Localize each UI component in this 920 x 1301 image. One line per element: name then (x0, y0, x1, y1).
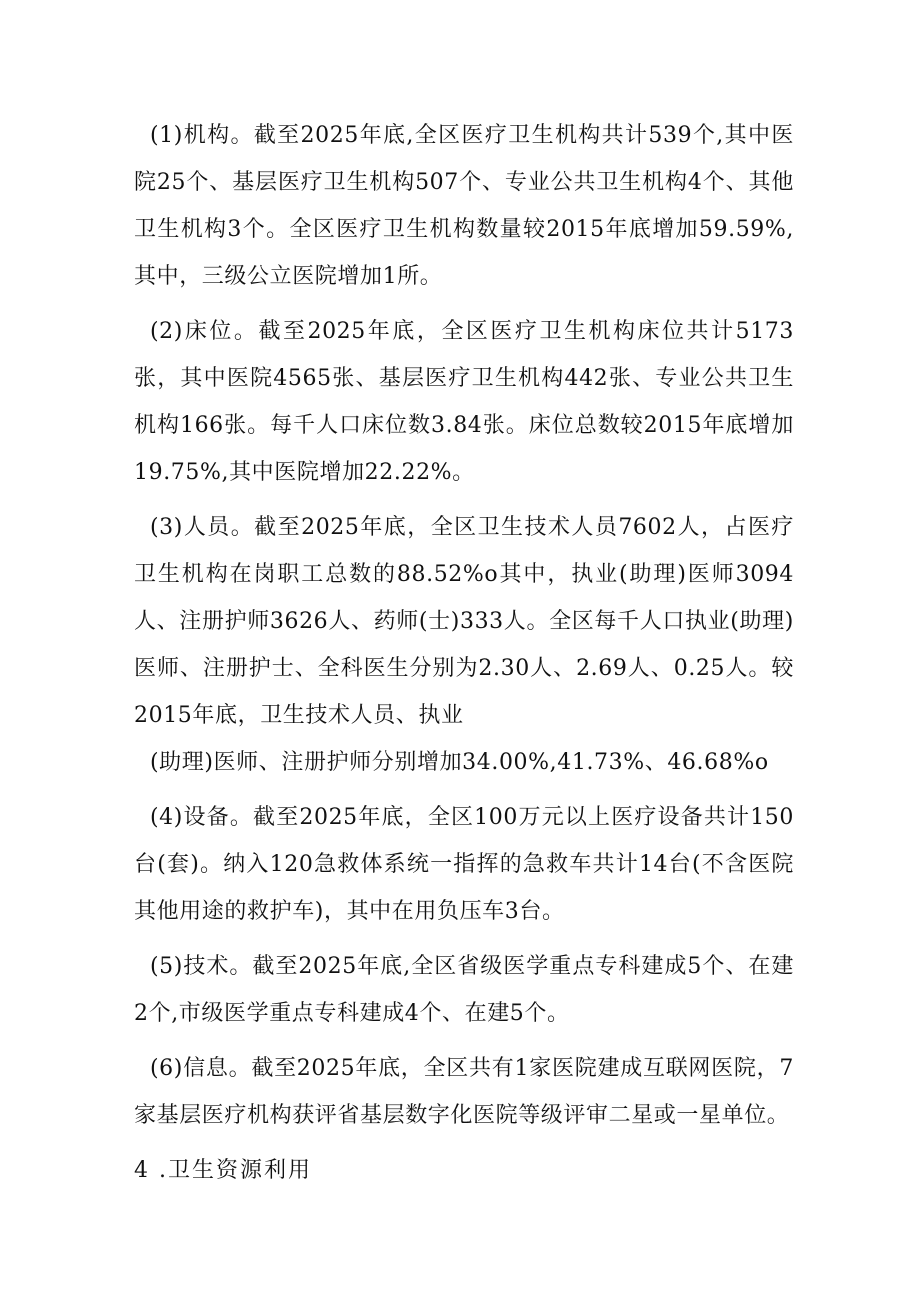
paragraph-technology: (5)技术。截至2025年底,全区省级医学重点专科建成5个、在建2个,市级医学重点专科建成4个、在建5个。 (134, 954, 794, 1026)
paragraph-personnel: (3)人员。截至2025年底，全区卫生技术人员7602人，占医疗卫生机构在岗职工总数的88.52%o其中，执业(助理)医师3094人、注册护师3626人、药师(士)333人。全区每千人口执业(助理)医师、注册护士、全科医生分别为2.30人、2.69人、0.25人。较2015年底，卫生技术人员、执业 (134, 515, 794, 728)
document-body (134, 112, 794, 1194)
section-heading: 4 .卫生资源利用 (134, 1158, 312, 1183)
paragraph-personnel-continued: (助理)医师、注册护师分别增加34.00%,41.73%、46.68%o (150, 750, 769, 775)
paragraph-equipment: (4)设备。截至2025年底，全区100万元以上医疗设备共计150台(套)。纳入120急救体系统一指挥的急救车共计14台(不含医院其他用途的救护车)，其中在用负压车3台。 (134, 805, 794, 924)
paragraph-beds: (2)床位。截至2025年底，全区医疗卫生机构床位共计5173张，其中医院4565张、基层医疗卫生机构442张、专业公共卫生机构166张。每千人口床位数3.84张。床位总数较2015年底增加19.75%,其中医院增加22.22%。 (134, 319, 794, 485)
paragraph-institutions: (1)机构。截至2025年底,全区医疗卫生机构共计539个,其中医院25个、基层医疗卫生机构507个、专业公共卫生机构4个、其他卫生机构3个。全区医疗卫生机构数量较2015年底增加59.59%,其中，三级公立医院增加1所。 (134, 123, 794, 289)
paragraph-information: (6)信息。截至2025年底，全区共有1家医院建成互联网医院，7家基层医疗机构获评省基层数字化医院等级评审二星或一星单位。 (134, 1056, 794, 1128)
